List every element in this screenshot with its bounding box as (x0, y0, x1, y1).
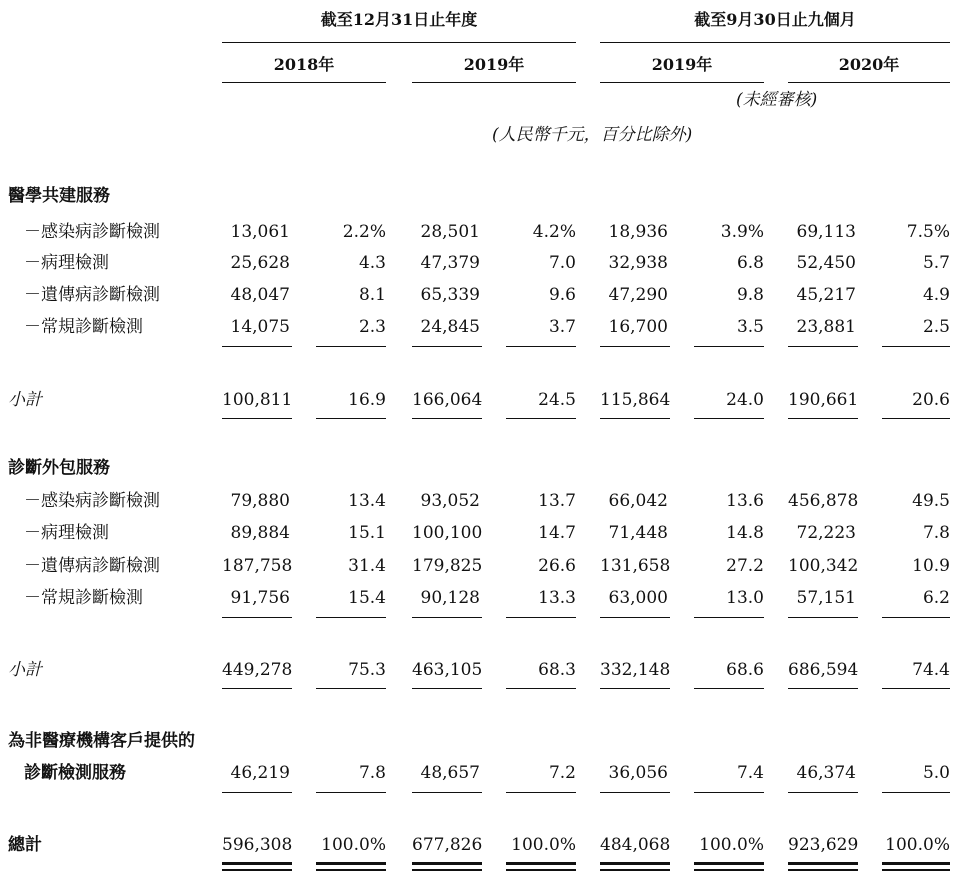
cell: 3.5 (736, 317, 764, 337)
rule (694, 346, 764, 347)
row-label: －常規診斷檢測 (24, 317, 143, 337)
cell: 75.3 (348, 660, 386, 680)
rule (222, 346, 292, 347)
cell: 923,629 (788, 835, 859, 855)
cell: 49.5 (912, 491, 950, 511)
cell: 4.2% (532, 222, 576, 242)
subtotal-label: 小計 (8, 660, 42, 680)
rule (788, 617, 858, 618)
rule (222, 617, 292, 618)
cell: 36,056 (608, 763, 668, 783)
row-label: －遺傳病診斷檢測 (24, 556, 160, 576)
double-rule (600, 869, 670, 871)
rule (882, 418, 950, 419)
cell: 7.8 (922, 523, 950, 543)
cell: 91,756 (230, 588, 290, 608)
cell: 456,878 (788, 491, 859, 511)
cell: 68.6 (726, 660, 764, 680)
rule (788, 346, 858, 347)
cell: 32,938 (608, 253, 668, 273)
cell: 2.5 (922, 317, 950, 337)
non-medical-label-2: 診斷檢測服務 (24, 763, 126, 783)
cell: 46,219 (230, 763, 290, 783)
rule (694, 792, 764, 793)
cell: 13.6 (726, 491, 764, 511)
cell: 57,151 (796, 588, 856, 608)
cell: 24,845 (420, 317, 480, 337)
cell: 5.7 (922, 253, 950, 273)
year-rule (788, 82, 950, 83)
double-rule (882, 869, 950, 871)
rule (882, 792, 950, 793)
rule (412, 346, 482, 347)
cell: 100.0% (885, 835, 950, 855)
cell: 20.6 (912, 390, 950, 410)
rule (316, 617, 386, 618)
rule (600, 688, 670, 689)
cell: 47,379 (420, 253, 480, 273)
cell: 100,100 (412, 523, 483, 543)
double-rule (316, 862, 386, 865)
double-rule (222, 869, 292, 871)
cell: 28,501 (420, 222, 480, 242)
cell: 14.7 (538, 523, 576, 543)
rule (316, 346, 386, 347)
cell: 115,864 (600, 390, 671, 410)
header-rule-9m (600, 42, 950, 43)
rule (412, 617, 482, 618)
cell: 7.8 (358, 763, 386, 783)
cell: 90,128 (420, 588, 480, 608)
double-rule (694, 862, 764, 865)
section-title: 診斷外包服務 (8, 458, 110, 478)
cell: 27.2 (726, 556, 764, 576)
cell: 6.2 (922, 588, 950, 608)
cell: 8.1 (358, 285, 386, 305)
row-label: －病理檢測 (24, 253, 109, 273)
cell: 14.8 (726, 523, 764, 543)
row-label: －常規診斷檢測 (24, 588, 143, 608)
cell: 63,000 (608, 588, 668, 608)
cell: 5.0 (922, 763, 950, 783)
cell: 13,061 (230, 222, 290, 242)
cell: 15.1 (348, 523, 386, 543)
rule (600, 617, 670, 618)
rule (222, 418, 292, 419)
cell: 677,826 (412, 835, 483, 855)
row-label: －病理檢測 (24, 523, 109, 543)
cell: 23,881 (796, 317, 856, 337)
cell: 187,758 (222, 556, 293, 576)
cell: 52,450 (796, 253, 856, 273)
cell: 71,448 (608, 523, 668, 543)
section-title: 醫學共建服務 (8, 186, 110, 206)
double-rule (788, 862, 858, 865)
subtotal-label: 小計 (8, 390, 42, 410)
cell: 686,594 (788, 660, 859, 680)
cell: 9.6 (548, 285, 576, 305)
cell: 100,342 (788, 556, 859, 576)
cell: 7.5% (906, 222, 950, 242)
cell: 13.4 (348, 491, 386, 511)
rule (222, 792, 292, 793)
cell: 46,374 (796, 763, 856, 783)
cell: 13.0 (726, 588, 764, 608)
cell: 13.7 (538, 491, 576, 511)
header-group-fy: 截至12月31日止年度 (320, 10, 478, 29)
rule (506, 346, 576, 347)
non-medical-label-1: 為非醫療機構客戶提供的 (8, 731, 195, 751)
year-2020-9m: 2020年 (838, 55, 900, 74)
double-rule (506, 869, 576, 871)
cell: 72,223 (796, 523, 856, 543)
rule (316, 688, 386, 689)
rule (316, 792, 386, 793)
cell: 26.6 (538, 556, 576, 576)
year-rule (600, 82, 764, 83)
cell: 449,278 (222, 660, 293, 680)
rule (506, 617, 576, 618)
cell: 2.3 (358, 317, 386, 337)
cell: 100.0% (321, 835, 386, 855)
double-rule (316, 869, 386, 871)
year-2019-9m: 2019年 (651, 55, 713, 74)
cell: 13.3 (538, 588, 576, 608)
cell: 166,064 (412, 390, 483, 410)
cell: 7.2 (548, 763, 576, 783)
total-label: 總計 (8, 835, 42, 855)
rule (600, 418, 670, 419)
double-rule (222, 862, 292, 865)
cell: 596,308 (222, 835, 293, 855)
rule (412, 792, 482, 793)
cell: 16,700 (608, 317, 668, 337)
rule (600, 346, 670, 347)
row-label: －感染病診斷檢測 (24, 491, 160, 511)
cell: 79,880 (230, 491, 290, 511)
cell: 24.0 (726, 390, 764, 410)
header-group-9m: 截至9月30日止九個月 (694, 10, 856, 29)
rule (506, 792, 576, 793)
row-label: －遺傳病診斷檢測 (24, 285, 160, 305)
cell: 190,661 (788, 390, 859, 410)
year-rule (412, 82, 576, 83)
cell: 131,658 (600, 556, 671, 576)
rule (694, 617, 764, 618)
cell: 9.8 (736, 285, 764, 305)
unaudited-note: (未經審核) (736, 90, 818, 110)
cell: 65,339 (420, 285, 480, 305)
year-2019-fy: 2019年 (463, 55, 525, 74)
cell: 15.4 (348, 588, 386, 608)
rule (222, 688, 292, 689)
year-2018: 2018年 (273, 55, 335, 74)
cell: 463,105 (412, 660, 483, 680)
rule (882, 688, 950, 689)
cell: 68.3 (538, 660, 576, 680)
unit-note: (人民幣千元，百分比除外) (492, 125, 693, 145)
cell: 7.4 (736, 763, 764, 783)
rule (882, 617, 950, 618)
double-rule (600, 862, 670, 865)
rule (316, 418, 386, 419)
cell: 47,290 (608, 285, 668, 305)
cell: 93,052 (420, 491, 480, 511)
cell: 10.9 (912, 556, 950, 576)
rule (788, 792, 858, 793)
cell: 18,936 (608, 222, 668, 242)
rule (694, 418, 764, 419)
cell: 24.5 (538, 390, 576, 410)
double-rule (506, 862, 576, 865)
rule (412, 418, 482, 419)
cell: 89,884 (230, 523, 290, 543)
cell: 6.8 (736, 253, 764, 273)
year-rule (222, 82, 386, 83)
cell: 48,047 (230, 285, 290, 305)
cell: 3.9% (720, 222, 764, 242)
rule (788, 418, 858, 419)
cell: 14,075 (230, 317, 290, 337)
cell: 25,628 (230, 253, 290, 273)
double-rule (788, 869, 858, 871)
rule (694, 688, 764, 689)
double-rule (412, 869, 482, 871)
double-rule (694, 869, 764, 871)
header-rule-fy (222, 42, 576, 43)
cell: 100.0% (699, 835, 764, 855)
cell: 7.0 (548, 253, 576, 273)
cell: 100,811 (222, 390, 293, 410)
rule (600, 792, 670, 793)
rule (882, 346, 950, 347)
double-rule (882, 862, 950, 865)
rule (506, 688, 576, 689)
cell: 31.4 (348, 556, 386, 576)
rule (412, 688, 482, 689)
cell: 4.3 (358, 253, 386, 273)
cell: 179,825 (412, 556, 483, 576)
cell: 74.4 (912, 660, 950, 680)
cell: 66,042 (608, 491, 668, 511)
cell: 332,148 (600, 660, 671, 680)
row-label: －感染病診斷檢測 (24, 222, 160, 242)
cell: 100.0% (511, 835, 576, 855)
cell: 3.7 (548, 317, 576, 337)
rule (506, 418, 576, 419)
cell: 2.2% (342, 222, 386, 242)
cell: 45,217 (796, 285, 856, 305)
cell: 4.9 (922, 285, 950, 305)
cell: 484,068 (600, 835, 671, 855)
cell: 48,657 (420, 763, 480, 783)
double-rule (412, 862, 482, 865)
cell: 16.9 (348, 390, 386, 410)
rule (788, 688, 858, 689)
cell: 69,113 (796, 222, 856, 242)
